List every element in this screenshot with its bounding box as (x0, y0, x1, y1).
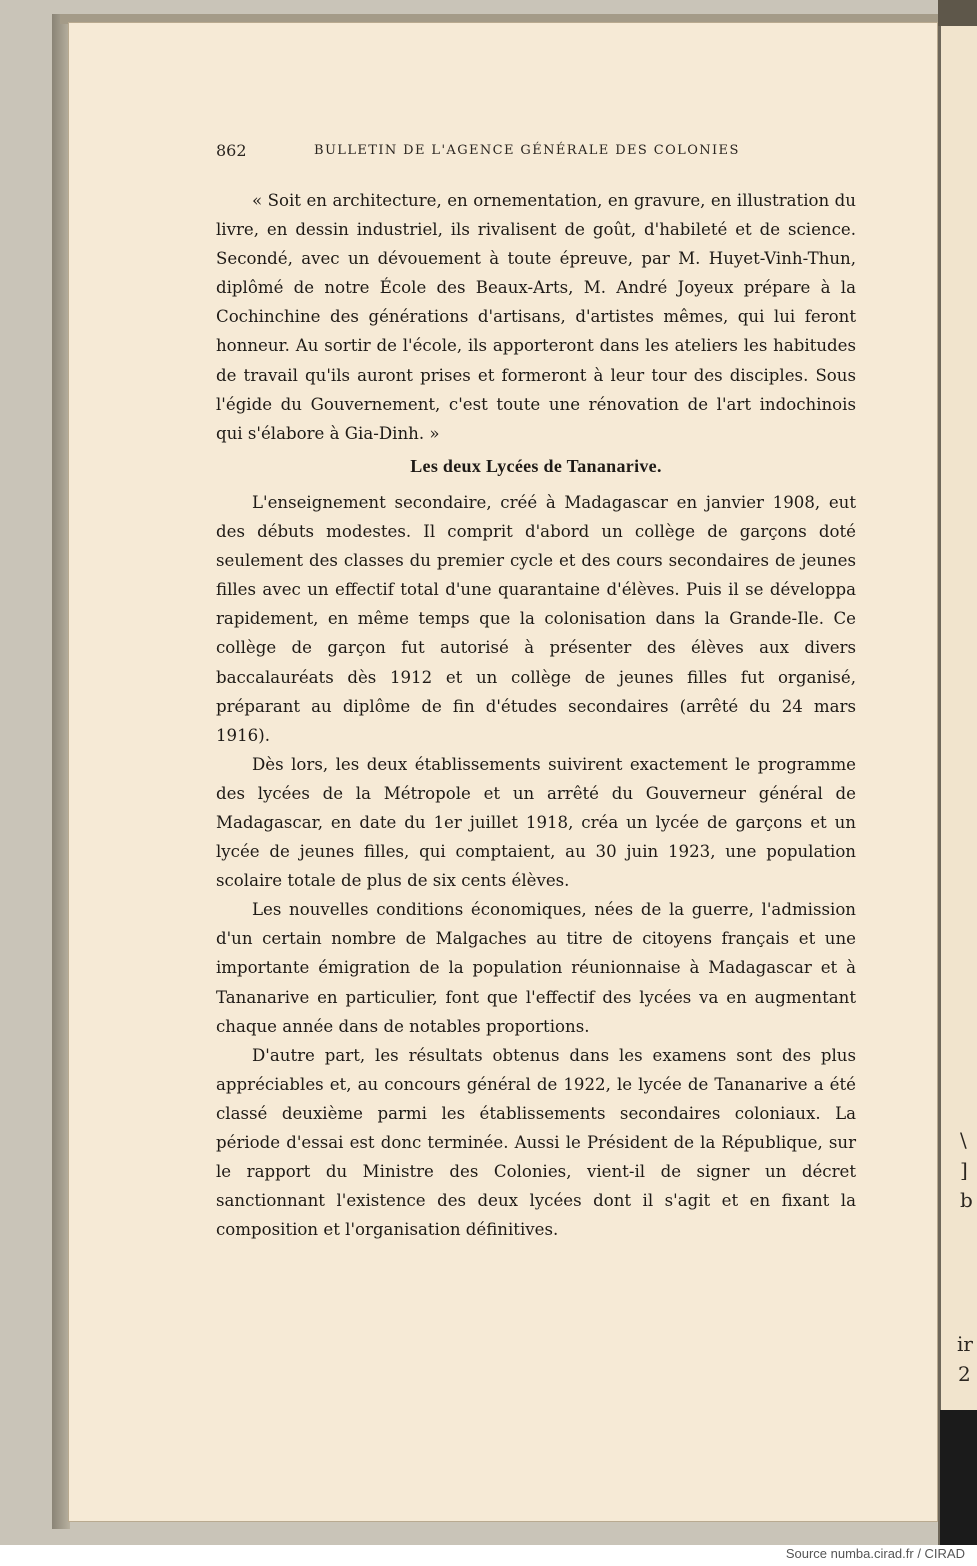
page-header (216, 141, 856, 163)
adjacent-page-top-shadow (938, 0, 977, 26)
adjacent-page-edge (938, 0, 977, 1545)
adjacent-page-glyph: \ (960, 1128, 967, 1152)
body-paragraph: L'enseignement secondaire, créé à Madagascar en janvier 1908, eut des débuts modestes. Il comprit d'abord un collège de garçons doté seulement des classes du premier cycle et des cours secondaires de jeunes filles avec un effectif total d'une quarantaine d'élèves. Puis il se développa rapidement, en même temps que la colonisation dans la Grande-Ile. Ce collège de garçon fut autorisé à présenter des élèves aux divers baccalauréats dès 1912 et un collège de jeunes filles fut organisé, préparant au diplôme de fin d'études secondaires (arrêté du 24 mars 1916). (216, 492, 856, 745)
quote-paragraph: « Soit en architecture, en ornementation, en gravure, en illustration du livre, en dessin industriel, ils rivalisent de goût, d'habileté et de science. Secondé, avec un dévouement à toute épreuve, par M. Huyet-Vinh-Thun, diplômé de notre École des Beaux-Arts, M. André Joyeux prépare à la Cochinchine des générations d'artisans, d'artistes mêmes, qui lui feront honneur. Au sortir de l'école, ils apporteront dans les ateliers les habitudes de travail qu'ils auront prises et formeront à leur tour des disciples. Sous l'égide du Gouvernement, c'est toute une rénovation de l'art indochinois qui s'élabore à Gia-Dinh. » (216, 191, 856, 443)
adjacent-page-glyph: b (960, 1188, 973, 1212)
body-paragraph: D'autre part, les résultats obtenus dans les examens sont des plus appréciables et, au concours général de 1922, le lycée de Tananarive a été classé deuxième parmi les établissements secondaires coloniaux. La période d'essai est donc terminée. Aussi le Président de la République, sur le rapport du Ministre des Colonies, vient-il de signer un décret sanctionnant l'existence des deux lycées dont il s'agit et en fixant la composition et l'organisation définitives. (216, 1045, 856, 1240)
source-footer: Source numba.cirad.fr / CIRAD (785, 1546, 965, 1561)
adjacent-page-glyph: ir (957, 1332, 973, 1356)
page-number: 862 (216, 141, 247, 160)
body-paragraph: Dès lors, les deux établissements suivirent exactement le programme des lycées de la Métropole et un arrêté du Gouverneur général de Madagascar, en date du 1er juillet 1918, créa un lycée de garçons et un lycée de jeunes filles, qui comptaient, au 30 juin 1923, une population scolaire totale de plus de six cents élèves. (216, 754, 856, 891)
section-heading: Les deux Lycées de Tananarive. (410, 455, 662, 476)
running-title: BULLETIN DE L'AGENCE GÉNÉRALE DES COLONIES (314, 143, 740, 158)
adjacent-page-glyph: ] (960, 1158, 968, 1182)
adjacent-page-dark-band (940, 1410, 977, 1545)
adjacent-page-glyph: 2 (958, 1362, 971, 1386)
body-text (216, 186, 856, 1244)
body-paragraph: Les nouvelles conditions économiques, nées de la guerre, l'admission d'un certain nombre de Malgaches au titre de citoyens français et une importante émigration de la population réunionnaise à Madagascar et à Tananarive en particulier, font que l'effectif des lycées va en augmentant chaque année dans de notables proportions. (216, 900, 856, 1036)
